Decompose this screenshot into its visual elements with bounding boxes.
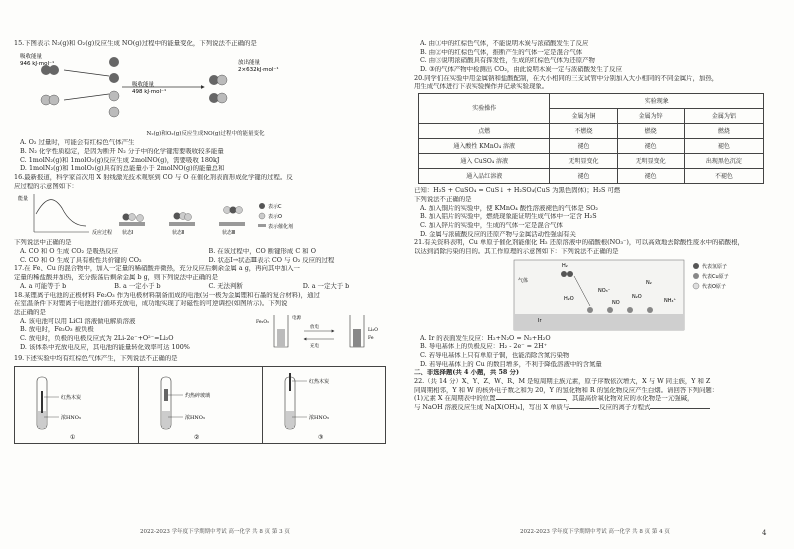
legend-cu: 代表Cu原子 — [702, 273, 729, 280]
q22-line-3 — [414, 395, 784, 403]
label-498: 498 kJ·mol⁻¹ — [132, 88, 167, 95]
tube-2-id: ② — [194, 433, 200, 441]
q19-option-c[interactable]: C. 由③说明浓硝酸具有挥发性，生成的红棕色气体为还原产物 — [420, 57, 595, 65]
label-gas: 气体 — [518, 277, 529, 284]
legend-h: 代表氢原子 — [702, 263, 728, 270]
label-no3: NO₃⁻ — [598, 287, 611, 294]
left-footer: 2022-2023 学年度下学期期中考试 高一化学 共 8 页 第 3 页 — [140, 529, 290, 535]
legend-o: 表示O — [268, 214, 282, 221]
table-row — [419, 154, 764, 169]
table-header-row — [419, 94, 764, 109]
q21-mechanism-diagram — [414, 258, 784, 332]
q20-known: 已知：H₂S + CuSO₄ = CuS↓ + H₂SO₄(CuS 为黑色固体)；H₂S 可燃 — [414, 187, 621, 195]
q15-option-d[interactable]: D. 1molN₂(g)和 1molO₂(g)具有的总能量小于 2molNO(g)的能量总和 — [20, 165, 225, 173]
q16-reaction-figure — [14, 192, 397, 236]
cell: 无明显变化 — [617, 154, 684, 169]
answer-blank[interactable] — [569, 408, 599, 409]
q20-option-c[interactable]: C. 加入锌片的实验中，生成的气体一定是混合气体 — [420, 221, 563, 229]
label-state-1: 状态Ⅰ — [122, 230, 134, 237]
q21-option-a[interactable]: A. Ir 的表面发生反应：H₂+N₂O = N₂+H₂O — [420, 334, 551, 342]
col-copper: 金属为铜 — [550, 109, 617, 124]
label-ir: Ir — [538, 317, 542, 324]
q20-prompt: 下列说法不正确的是 — [414, 195, 472, 203]
table-row — [419, 139, 764, 154]
label-charge: 充电 — [310, 343, 319, 349]
q17-option-a[interactable]: A. a 可能等于 b — [20, 281, 67, 290]
q18-option-c[interactable]: C. 放电时，负极的电极反应式为 2Li-2e⁻+O²⁻=Li₂O — [20, 334, 174, 342]
label-fe: Fe — [368, 335, 374, 341]
q21-option-d[interactable]: D. 若导电基体上的 Cu 的数目增多，不利于降低溶液中的含氮量 — [420, 360, 602, 368]
tube-1-id: ① — [70, 433, 76, 441]
label-h2o: H₂O — [564, 295, 574, 302]
col-zinc: 金属为锌 — [617, 109, 684, 124]
q17-options — [20, 283, 397, 291]
q19-option-b[interactable]: B. 由②中的红棕色气体，推断产生的气体一定是混合气体 — [420, 48, 583, 56]
label-fe2o3: Fe₂O₃ — [256, 319, 269, 325]
tube-1 — [15, 367, 139, 443]
q16-options-row-2 — [20, 257, 397, 265]
header-phenomena: 实验现象 — [550, 94, 764, 109]
q19-stem: 19.下述实验中均有红棕色气体产生，下列说法不正确的是 — [14, 354, 178, 362]
answer-blank[interactable] — [496, 399, 566, 400]
right-column — [414, 40, 784, 413]
q18-body — [14, 309, 397, 355]
q16-option-c[interactable]: C. CO 和 O 生成了具有极性共价键的 CO₂ — [20, 256, 142, 264]
q19-option-a[interactable]: A. 由①中的红棕色气体，不能说明木炭与浓硝酸发生了反应 — [420, 40, 589, 47]
tube-1-label-1: 红热木炭 — [61, 394, 82, 401]
q16-option-d[interactable]: D. 状态Ⅰ→状态Ⅲ表示 CO 与 O₂ 反应的过程 — [208, 256, 335, 264]
row-op: 通入酸性 KMnO₄ 溶液 — [419, 139, 550, 154]
tube-2 — [139, 367, 263, 443]
q20-stem-1: 20.同学们在实验中用金属钠和盐酸配制，在大小相同的三支试管中分别加入大小相同的不同金属片，加热， — [414, 74, 719, 82]
q16-option-b[interactable]: B. 在该过程中，CO 断键形成 C 和 O — [208, 248, 316, 256]
row-op: 通入 CuSO₄ 溶液 — [419, 154, 550, 169]
q18-text — [14, 309, 254, 355]
q20-option-d[interactable]: D. 金属与浓硫酸反应的还原产物与金属活动性强弱有关 — [420, 230, 576, 238]
cell: 褪色 — [617, 139, 684, 154]
label-li2o: Li₂O — [368, 327, 378, 333]
q18-stem-1: 18.某锂离子电池的正极材料 Fe₂O₃ 作为电极材料制备而成的电池(另一极为金属锂和石墨的复合材料)，通过 — [14, 291, 320, 299]
q15-stem: 15.下图表示 N₂(g)和 O₂(g)反应生成 NO(g)过程中的能量变化，下列说法不正确的是 — [14, 40, 257, 47]
label-discharge: 放电 — [310, 324, 319, 330]
label-absorb-2: 吸收能量 — [132, 81, 155, 88]
q20-experiment-table — [418, 93, 764, 184]
page-number: 4 — [762, 529, 767, 537]
cell: 不燃烧 — [550, 124, 617, 139]
q15-option-a[interactable]: A. O₂ 过量时，可能会有红棕色气体产生 — [20, 139, 135, 147]
q21-option-c[interactable]: C. 若导电基体上只有单原子铜，也能消除含氮污染物 — [420, 352, 570, 359]
tube-3 — [263, 367, 386, 443]
q21-stem-1: 21.有关资料表明，Cu 单原子催化剂能催化 H₂ 还原溶液中的硝酸根(NO₃⁻)，可以高效地去除酸性废水中的硝酸根， — [414, 239, 744, 247]
cell: 褪色 — [617, 169, 684, 184]
label-power: 电源 — [292, 315, 301, 321]
label-release: 放出能量 — [238, 59, 261, 66]
tube-1-label-2: 浓HNO₃ — [61, 414, 81, 421]
q15-caption: N₂(g)和O₂(g)反应生成NO(g)过程中的能量变化 — [146, 130, 265, 137]
q15-option-c[interactable]: C. 1molN₂(g)和 1molO₂(g)反应生成 2molNO(g)，需要吸收 180kJ — [20, 156, 220, 164]
separated-atoms — [109, 57, 119, 117]
cell: 褪色 — [550, 169, 617, 184]
q22-line-3b: ，其最高价氧化物对应的水化物是一元强碱， — [565, 395, 694, 403]
q21-mechanism-figure — [414, 258, 784, 332]
tube-3-label-2: 浓HNO₃ — [309, 414, 329, 421]
q17-stem-2: 定量的稀盐酸并加热，充分振荡后剩余金属 b g，则下列说法中正确的是 — [14, 274, 218, 282]
table-row — [419, 124, 764, 139]
q21-stem-2: 以达到消除污染的目的。其工作原理的示意图如下：下列说法不正确的是 — [414, 247, 619, 255]
cell: 褪色 — [550, 139, 617, 154]
q19-option-d[interactable]: D. ③的气体产物中检测出 CO₂，由此说明木炭一定与浓硝酸发生了反应 — [420, 66, 622, 74]
legend-catalyst: 表示催化剂 — [268, 224, 294, 231]
q16-option-a[interactable]: A. CO 和 O 生成 CO₂ 是吸热反应 — [20, 248, 119, 256]
tube-3-id: ③ — [318, 433, 324, 441]
q16-stem-2: 应过程的示意图如下： — [14, 182, 78, 190]
label-state-2: 状态Ⅱ — [172, 230, 185, 237]
q17-stem-1: 17.在 Fe、Cu 的混合物中，加入一定量的稀硝酸并微热，充分反应后剩余金属 a g，再向其中加入一 — [14, 265, 300, 273]
label-n2o: N₂O — [632, 293, 642, 300]
cell: 无明显变化 — [550, 154, 617, 169]
label-state-3: 状态Ⅲ — [222, 230, 236, 237]
header-operation: 实验操作 — [419, 94, 550, 124]
label-energy: 能量 — [18, 196, 29, 203]
q21-option-b[interactable]: B. 导电基体上的负极反应：H₂ - 2e⁻ = 2H⁺ — [420, 343, 548, 351]
left-column — [14, 40, 397, 444]
q20-option-b[interactable]: B. 加入铝片的实验中，燃烧现象能证明生成气体中一定含 H₂S — [420, 213, 597, 221]
q22-line-4a: 与 NaOH 溶液反应生成 Na[X(OH)₄]，写出 X 单质与 — [414, 404, 570, 412]
cell: 燃烧 — [684, 124, 763, 139]
state-2-molecules — [169, 213, 195, 227]
answer-blank[interactable] — [650, 408, 710, 409]
label-632: 2×632kJ·mol⁻¹ — [238, 66, 279, 73]
state-3-molecules — [219, 207, 245, 227]
table-row — [419, 169, 764, 184]
row-op: 通入品红溶液 — [419, 169, 550, 184]
cell: 不褪色 — [684, 169, 763, 184]
q18-option-b[interactable]: B. 放电时，Fe₂O₃ 被负极 — [20, 326, 94, 334]
o2-molecule — [41, 95, 59, 105]
q17-option-d[interactable]: D. a 一定大于 b — [302, 281, 350, 290]
q15-energy-figure — [14, 50, 397, 128]
tube-2-label-2: 浓HNO₃ — [185, 414, 205, 421]
q19-tubes-figure — [14, 366, 386, 444]
q16-stem-1: 16.最新报道，科学家首次用 X 射线激光技术观察到 CO 与 O 在催化剂表面形成化学键的过程。反 — [14, 174, 293, 182]
no-molecules — [209, 75, 227, 103]
label-946: 946 kJ·mol⁻¹ — [20, 60, 55, 67]
label-reaction-process: 反应过程 — [92, 230, 113, 237]
tube-3-label-1: 红热木炭 — [309, 378, 330, 385]
legend-c: 表示C — [268, 204, 282, 211]
q15-option-b[interactable]: B. N₂ 化学性质稳定，是因为断开 N₂ 分子中的化学键需要吸收较多能量 — [20, 147, 224, 155]
label-absorb-1: 吸收能量 — [20, 53, 43, 60]
legend-o: 代表O原子 — [702, 283, 726, 290]
label-nh4: NH₄⁺ — [664, 297, 677, 304]
row-op: 点燃 — [419, 124, 550, 139]
label-h2: H₂ — [562, 262, 568, 269]
q22-line-4b: 反应的离子方程式 — [599, 404, 651, 412]
q16-prompt: 下列说法中正确的是 — [14, 239, 72, 247]
q20-stem-2: 用生成气体进行下表实验操作并记录实验现象。 — [414, 83, 549, 91]
tube-2-label-1: 灼热碎玻璃 — [185, 392, 211, 399]
q15-energy-diagram — [14, 50, 397, 128]
q20-option-a[interactable]: A. 加入铜片的实验中，使 KMnO₄ 酸性溶液褪色的气体是 SO₂ — [420, 204, 598, 212]
q18-battery-figure — [254, 309, 394, 355]
q22-line-4 — [414, 404, 784, 412]
label-no: NO — [612, 299, 620, 306]
q22-line-3a: (1)元素 X 在周期表中的位置 — [414, 395, 496, 403]
section-2-heading: 二、非选择题(共 4 小题，共 58 分) — [414, 369, 519, 377]
cell: 燃烧 — [617, 124, 684, 139]
q22-line-2: 同周期相邻，Y 和 W 的核外电子数之和为 20，Y 的氢化物和 R 的氢化物反应产生白烟。请回答下列问题： — [414, 386, 719, 394]
cell: 出现黑色沉淀 — [684, 154, 763, 169]
q16-energy-diagram — [14, 192, 397, 236]
col-aluminum: 金属为铝 — [684, 109, 763, 124]
q18-option-d[interactable]: D. 该体系中充放电反应，其电池的能量转化效率可达 100% — [20, 343, 190, 351]
label-n2: N₂ — [646, 279, 652, 286]
cell: 褪色 — [684, 139, 763, 154]
q22-line-1: 22.（共 14 分）X、Y、Z、W、R、M 是短周期主族元素，原子序数依次增大，X 与 W 同主族，Y 和 Z — [414, 378, 711, 386]
state-1-molecules — [119, 214, 145, 227]
q18-option-a[interactable]: A. 该电池可以用 LiCl 溶液做电解质溶液 — [20, 317, 136, 325]
q16-options-row-1 — [20, 248, 397, 256]
right-footer: 2022-2023 学年度下学期期中考试 高一化学 共 8 页 第 4 页 — [520, 529, 670, 535]
q17-option-b[interactable]: B. a 一定小于 b — [114, 281, 161, 290]
q18-stem-3: 法正确的是 — [14, 308, 46, 316]
q17-option-c[interactable]: C. 无法判断 — [208, 281, 243, 290]
q18-stem-2: 在室温条件下对锂离子电池进行循环充放电，成功地实现了对磁性的可逆调控(如图所示)。下列说 — [14, 300, 288, 308]
